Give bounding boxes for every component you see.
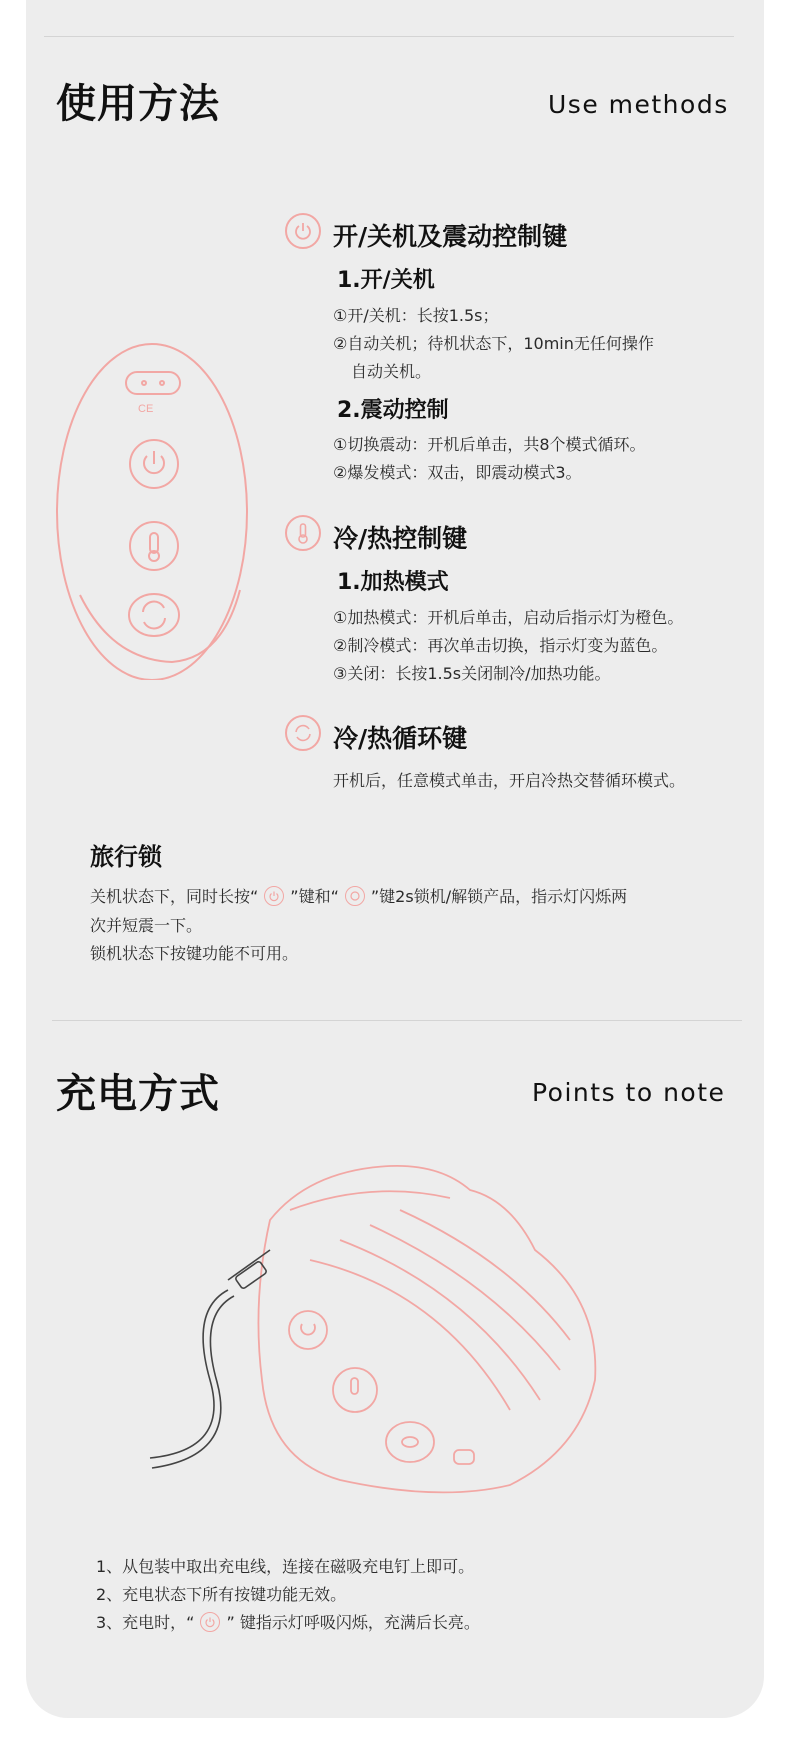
top-divider (44, 36, 734, 37)
charging-note-3b: ” 键指示灯呼吸闪烁，充满后长亮。 (226, 1613, 480, 1632)
travel-lock-line-1 (90, 884, 627, 907)
power-sub1-line-2: ②自动关机；待机状态下，10min无任何操作 (333, 334, 654, 353)
cycle-icon (345, 886, 365, 906)
charging-note-2: 2、充电状态下所有按键功能无效。 (96, 1585, 347, 1604)
travel-lock-line-1a: 关机状态下，同时长按“ (90, 887, 259, 906)
usage-title (56, 72, 220, 129)
power-sub1-title (337, 263, 435, 294)
power-icon (200, 1612, 220, 1632)
temp-sub1-title-text: 1.加热模式 (337, 570, 449, 595)
charging-note-3 (96, 1610, 480, 1633)
cycle-section-heading: 冷/热循环键 (333, 724, 468, 753)
usage-title-en: Use methods (548, 90, 729, 119)
travel-lock-line-1c: ”键2s锁机/解锁产品，指示灯闪烁两 (370, 887, 628, 906)
power-section-heading: 开/关机及震动控制键 (333, 222, 568, 251)
charging-note-1: 1、从包装中取出充电线，连接在磁吸充电钉上即可。 (96, 1557, 475, 1576)
charging-title-en: Points to note (532, 1078, 726, 1107)
power-sub1-title-text: 1.开/关机 (337, 268, 435, 293)
device-ce-mark: CE (138, 403, 154, 415)
travel-lock-line-3: 锁机状态下按键功能不可用。 (90, 944, 299, 963)
temp-section-heading: 冷/热控制键 (333, 524, 468, 553)
power-sub2-title-text: 2.震动控制 (337, 398, 449, 423)
remote-device-illustration (52, 340, 252, 680)
power-sub2-line-2: ②爆发模式：双击，即震动模式3。 (333, 463, 582, 482)
travel-lock-line-1b: ”键和“ (290, 887, 339, 906)
power-icon (264, 886, 284, 906)
travel-lock-line-2: 次并短震一下。 (90, 916, 203, 935)
travel-lock-heading: 旅行锁 (90, 843, 162, 871)
mid-divider (52, 1020, 742, 1021)
usage-title-text: 使用方法 (56, 81, 220, 127)
temp-sub1-line-1: ①加热模式：开机后单击，启动后指示灯为橙色。 (333, 608, 684, 627)
power-sub2-title (337, 393, 449, 424)
charging-note-3a: 3、充电时，“ (96, 1613, 195, 1632)
temp-sub1-line-3: ③关闭：长按1.5s关闭制冷/加热功能。 (333, 664, 611, 683)
thermometer-icon (285, 515, 321, 551)
temp-sub1-line-2: ②制冷模式：再次单击切换，指示灯变为蓝色。 (333, 636, 668, 655)
charging-device-illustration (140, 1150, 620, 1510)
power-icon (285, 213, 321, 249)
cycle-icon (285, 715, 321, 751)
power-sub1-line-3: 自动关机。 (351, 362, 432, 381)
cycle-section-line: 开机后，任意模式单击，开启冷热交替循环模式。 (333, 771, 686, 790)
temp-sub1-title (337, 565, 449, 596)
charging-title (56, 1062, 220, 1119)
power-sub2-line-1: ①切换震动：开机后单击，共8个模式循环。 (333, 435, 646, 454)
power-sub1-line-1: ①开/关机：长按1.5s； (333, 306, 499, 325)
charging-title-text: 充电方式 (56, 1071, 220, 1117)
